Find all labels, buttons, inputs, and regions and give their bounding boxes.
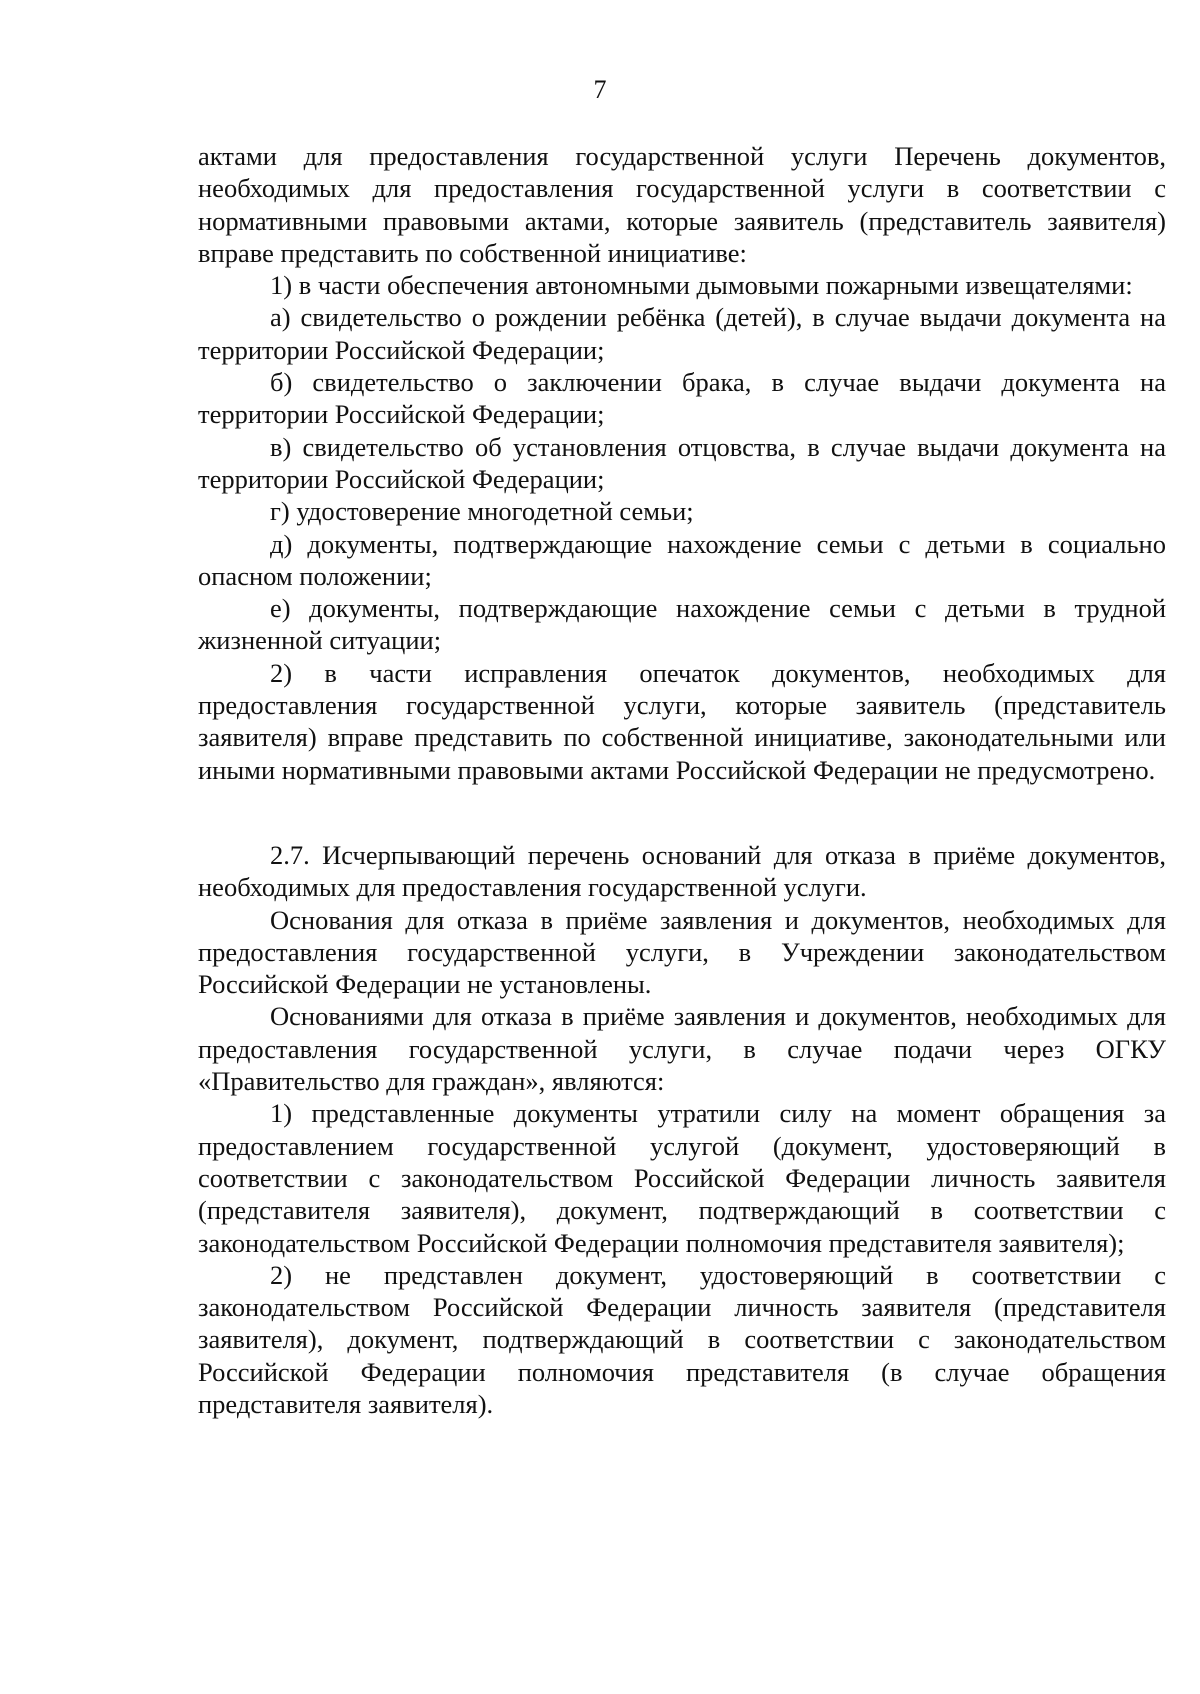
list-item-g: г) удостоверение многодетной семьи; (270, 496, 694, 527)
list-item-v: в) свидетельство об установления отцовства, в случае выдачи документа на территории Российской Федерации; (198, 431, 1166, 494)
grounds-item-1: 1) представленные документы утратили силу на момент обращения за предоставлением государственной услугой (документ, удостоверяющий в соответствии с законодательством Российской Федерации личность заявителя (представителя заявителя), документ, подтверждающий в соответствии с законодательством Российской Федерации полномочия представителя заявителя); (198, 1098, 1166, 1258)
paragraph-no-grounds: Основания для отказа в приёме заявления и документов, необходимых для предоставления государственной услуги, в Учреждении законодательством Российской Федерации не установлены. (198, 904, 1166, 1000)
list-item-2: 2) в части исправления опечаток документов, необходимых для предоставления государственной услуги, которые заявитель (представитель заявителя) вправе представить по собственной инициативе, законодательными или иными нормативными правовыми актами Российской Федерации не предусмотрено. (198, 657, 1166, 785)
list-item-e: е) документы, подтверждающие нахождение семьи с детьми в трудной жизненной ситуации; (198, 593, 1166, 656)
grounds-item-2: 2) не представлен документ, удостоверяющий в соответствии с законодательством Российской Федерации личность заявителя (представителя заявителя), документ, подтверждающий в соответствии с законодательством Российской Федерации полномочия представителя (в случае обращения представителя заявителя). (198, 1259, 1166, 1419)
list-item-a: а) свидетельство о рождении ребёнка (детей), в случае выдачи документа на территории Российской Федерации; (198, 302, 1166, 365)
list-item-1: 1) в части обеспечения автономными дымовыми пожарными извещателями: (270, 270, 1133, 301)
section-spacer (198, 786, 1166, 839)
list-item-d: д) документы, подтверждающие нахождение семьи с детьми в социально опасном положении; (198, 528, 1166, 591)
list-item-b: б) свидетельство о заключении брака, в случае выдачи документа на территории Российской Федерации; (198, 367, 1166, 430)
page-number: 7 (593, 75, 607, 104)
document-body (198, 140, 1166, 1420)
section-heading-2-7: 2.7. Исчерпывающий перечень оснований для отказа в приёме документов, необходимых для предоставления государственной услуги. (198, 839, 1166, 903)
paragraph-intro-continuation: актами для предоставления государственной услуги Перечень документов, необходимых для предоставления государственной услуги в соответствии с нормативными правовыми актами, которые заявитель (представитель заявителя) вправе представить по собственной инициативе: (198, 141, 1166, 268)
paragraph-grounds-intro: Основаниями для отказа в приёме заявления и документов, необходимых для предоставления государственной услуги, в случае подачи через ОГКУ «Правительство для граждан», являются: (198, 1001, 1166, 1097)
